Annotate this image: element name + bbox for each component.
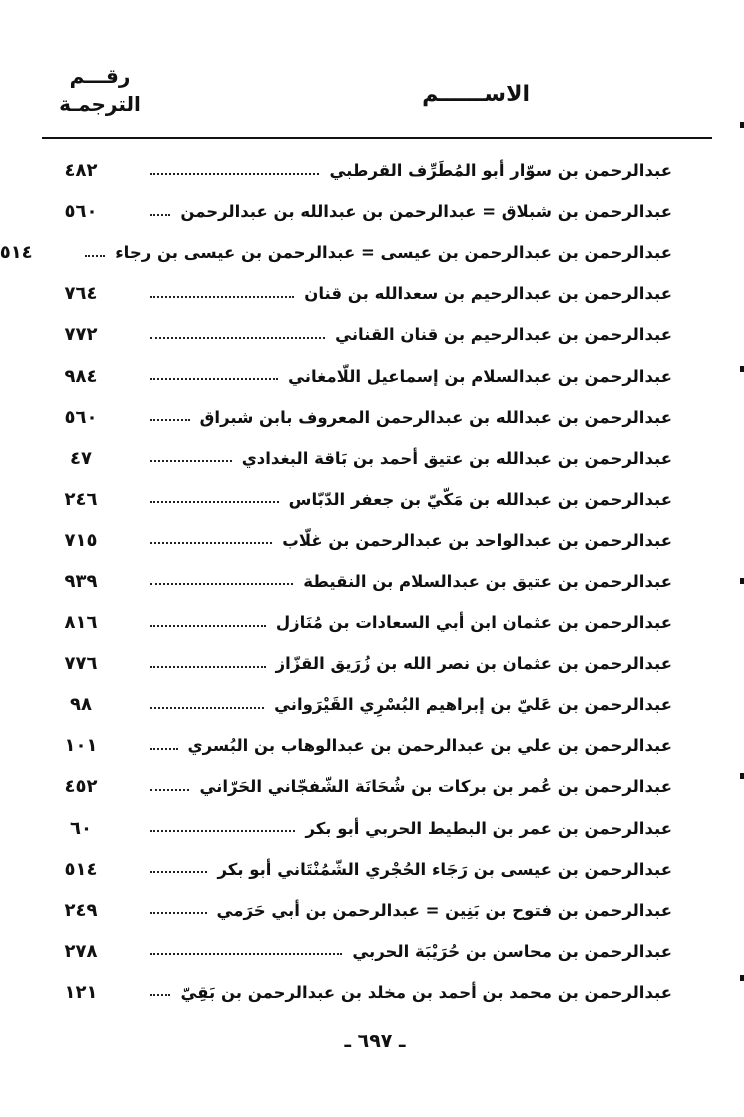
index-entry [40,191,672,232]
entry-number: ٩٨ [70,694,92,716]
index-entry [40,849,672,890]
index-entry [40,355,672,396]
leader-dots [150,460,232,462]
entry-name: عبدالرحمن بن عبدالرحيم بن قنان القناني [335,325,672,345]
leader-dots [150,296,294,298]
entry-name: عبدالرحمن بن عبدالسلام بن إسماعيل اللّامغاني [288,366,672,386]
entry-name: عبدالرحمن بن عتيق بن عبدالسلام بن النقيطة [303,571,672,591]
entry-name: عبدالرحمن بن محاسن بن حُرَيْبَة الحربي [352,941,672,961]
edge-mark [740,122,744,128]
entry-name: عبدالرحمن بن عَليّ بن إبراهيم البُسْرِي القَيْرَواني [274,695,672,715]
entry-number: ٢٤٩ [64,899,98,921]
index-entry [40,273,672,314]
index-entry [40,150,672,191]
leader-dots [150,214,170,216]
entry-name: عبدالرحمن بن عُمر بن بركات بن شُحَانَة الشّفجّاني الحَرّاني [199,777,672,797]
number-heading-line1: رقـــم [69,64,131,88]
entry-number: ٥٦٠ [64,406,98,428]
entry-name: عبدالرحمن بن محمد بن أحمد بن مخلد بن عبدالرحمن بن بَقِيّ [180,982,672,1002]
leader-dots [150,830,295,832]
index-entries [0,150,672,1013]
page-number: ـ ٦٩٧ ـ [344,1030,406,1052]
entry-number: ٥١٤ [0,242,33,264]
index-entry [40,684,672,725]
index-entry [40,602,672,643]
index-entry [40,890,672,931]
edge-mark [740,578,744,584]
entry-name: عبدالرحمن بن علي بن عبدالرحمن بن عبدالوهاب بن البُسري [187,736,672,756]
entry-number: ٩٨٤ [64,365,98,387]
leader-dots [150,583,293,585]
entry-name: عبدالرحمن بن عبدالواحد بن عبدالرحمن بن غلّاب [282,530,672,550]
entry-number: ٧٧٢ [64,324,98,346]
edge-mark [740,773,744,779]
entry-number: ٧٦٤ [64,283,98,305]
entry-name: عبدالرحمن بن عبدالرحيم بن سعدالله بن قنان [304,284,672,304]
edge-mark [740,975,744,981]
leader-dots [150,419,190,421]
leader-dots [150,173,319,175]
index-entry [40,479,672,520]
index-entry [40,643,672,684]
leader-dots [150,707,264,709]
leader-dots [150,337,325,339]
index-entry [40,725,672,766]
entry-name: عبدالرحمن بن عبدالله بن عتيق أحمد بن بَاقة البغدادي [241,448,672,468]
index-entry [40,766,672,807]
index-entry [40,561,672,602]
entry-name: عبدالرحمن بن فتوح بن بَنِين = عبدالرحمن بن أبي حَرَمي [216,900,672,920]
leader-dots [150,625,266,627]
leader-dots [150,666,266,668]
leader-dots [150,789,189,791]
entry-number: ١٢١ [64,981,98,1003]
entry-number: ٥٦٠ [64,201,98,223]
leader-dots [150,953,342,955]
index-entry [40,520,672,561]
entry-number: ٧١٥ [64,529,98,551]
header-rule [42,137,712,139]
entry-name: عبدالرحمن بن عبدالرحمن بن عيسى = عبدالرحمن بن عيسى بن رجاء [115,243,672,263]
entry-name: عبدالرحمن بن عبدالله بن عبدالرحمن المعروف بابن شبراق [199,407,672,427]
number-heading-line2: الترجمـة [59,92,141,116]
entry-name: عبدالرحمن بن عثمان بن نصر الله بن زُرَيق القزّاز [275,654,672,674]
entry-name: عبدالرحمن بن عبدالله بن مَكّيّ بن جعفر الدّبّاس [288,489,672,509]
leader-dots [85,255,105,257]
column-header [40,62,710,132]
index-entry [0,232,672,273]
entry-number: ٤٥٢ [64,776,98,798]
leader-dots [150,871,207,873]
index-entry [40,808,672,849]
leader-dots [150,501,279,503]
entry-name: عبدالرحمن بن سوّار أبو المُطَرِّف القرطبي [329,161,672,181]
index-entry [40,438,672,479]
entry-name: عبدالرحمن بن عثمان ابن أبي السعادات بن مُنَازل [275,613,672,633]
index-entry [40,931,672,972]
index-entry [40,972,672,1013]
index-entry [40,314,672,355]
entry-number: ١٠١ [64,735,98,757]
entry-name: عبدالرحمن بن عيسى بن رَجَاء الحُجْري الشّمُنْتَاني أبو بكر [217,859,672,879]
entry-number: ٨١٦ [64,612,98,634]
entry-number: ٢٧٨ [64,940,98,962]
entry-number: ٦٠ [70,817,92,839]
leader-dots [150,748,178,750]
index-entry [40,397,672,438]
leader-dots [150,542,272,544]
entry-number: ٥١٤ [64,858,98,880]
entry-number: ٩٣٩ [64,570,98,592]
leader-dots [150,912,207,914]
entry-number: ٧٧٦ [64,653,98,675]
entry-number: ٤٨٢ [64,160,98,182]
entry-number: ٤٧ [70,447,92,469]
name-column-heading: الاســــــم [422,82,530,107]
entry-name: عبدالرحمن بن عمر بن البطيط الحربي أبو بكر [305,818,672,838]
entry-number: ٢٤٦ [64,488,98,510]
entry-name: عبدالرحمن بن شبلاق = عبدالرحمن بن عبدالله بن عبدالرحمن [180,202,672,222]
number-column-heading [40,62,160,118]
edge-mark [740,366,744,372]
leader-dots [150,994,170,996]
leader-dots [150,378,278,380]
